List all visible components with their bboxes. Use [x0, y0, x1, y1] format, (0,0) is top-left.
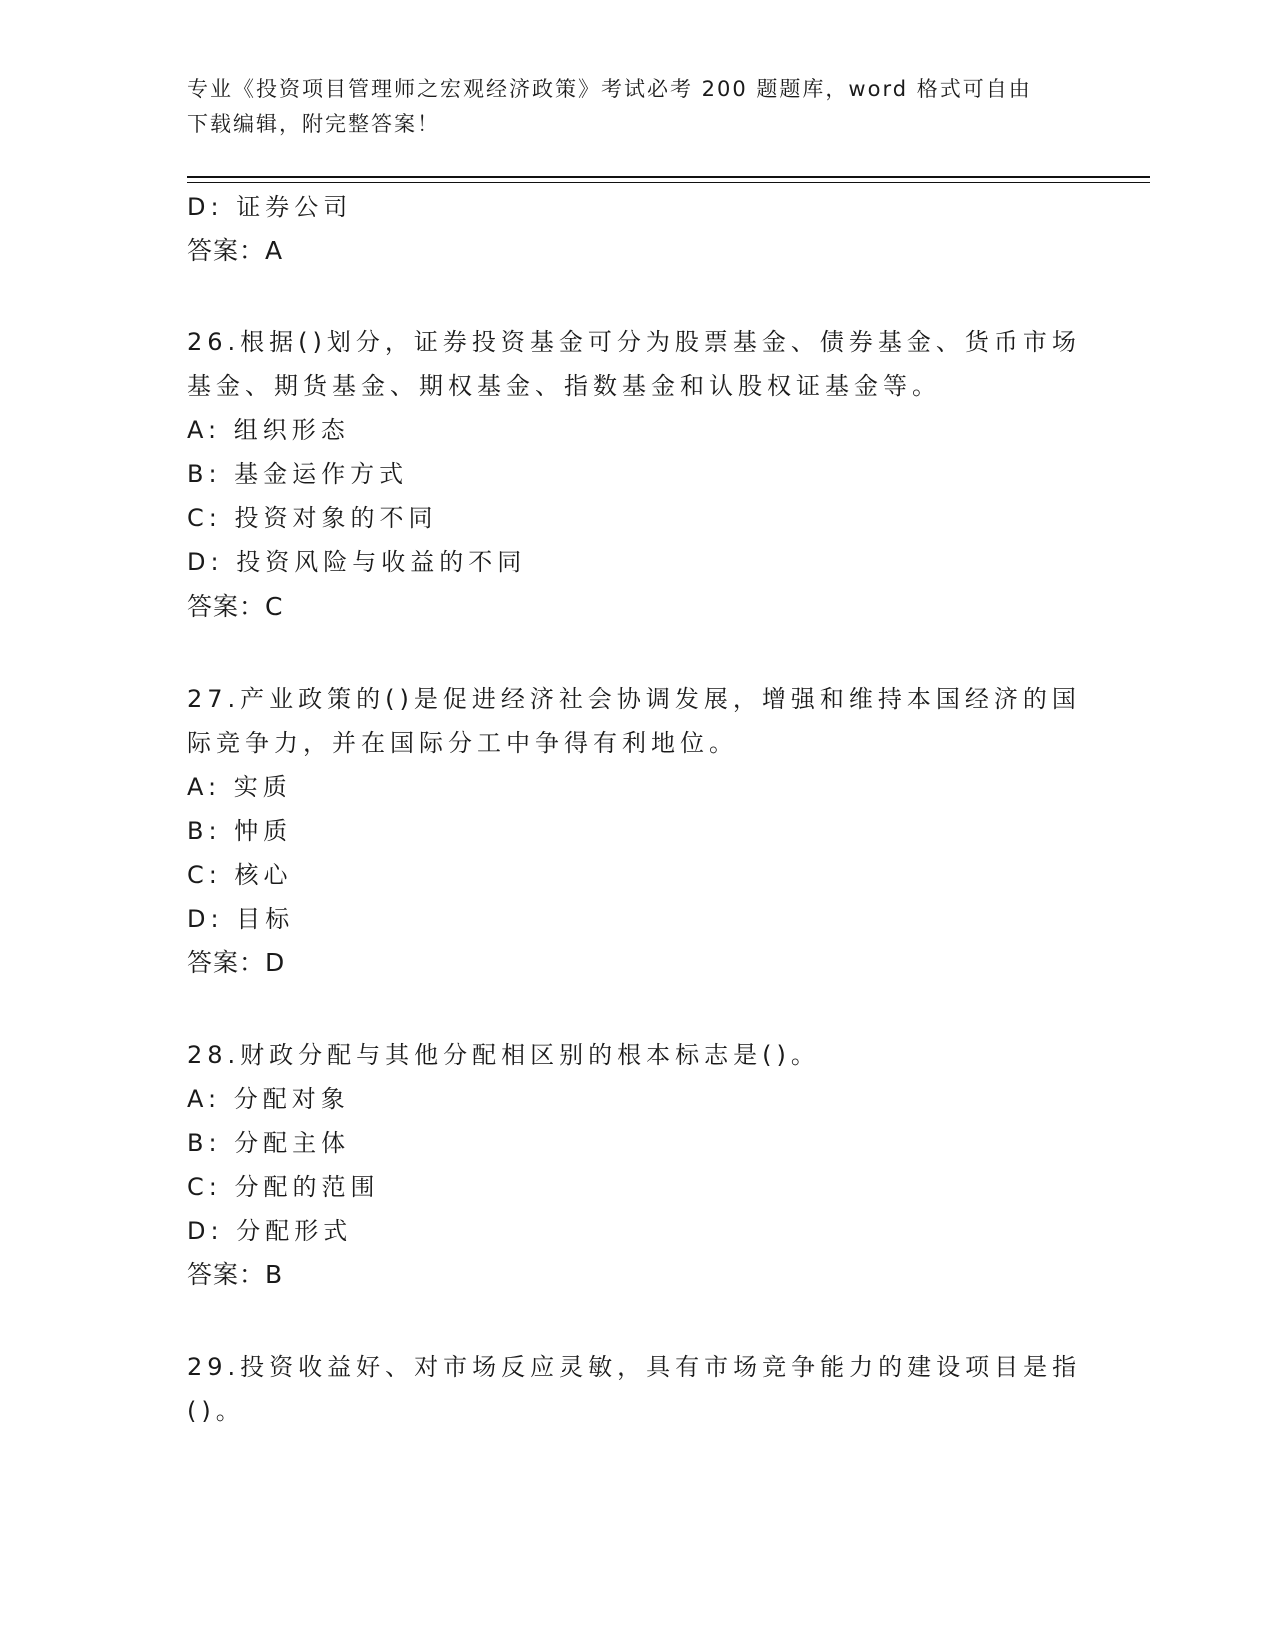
question-28-option-b: B: 分配主体 — [187, 1129, 351, 1157]
answer-value: B — [265, 1260, 284, 1289]
question-28-line-1: 28.财政分配与其他分配相区别的根本标志是()。 — [187, 1041, 820, 1069]
question-26-option-a: A: 组织形态 — [187, 416, 350, 444]
question-29-line-1: 29.投资收益好、对市场反应灵敏，具有市场竞争能力的建设项目是指 — [187, 1353, 1082, 1381]
question-28-option-a: A: 分配对象 — [187, 1085, 350, 1113]
header-rule-thin — [187, 182, 1150, 183]
question-27-line-1: 27.产业政策的()是促进经济社会协调发展，增强和维持本国经济的国 — [187, 685, 1081, 713]
question-26-option-b: B: 基金运作方式 — [187, 460, 409, 488]
header-rule-thick — [187, 176, 1150, 178]
prev-answer — [187, 234, 283, 268]
answer-value: A — [265, 236, 284, 265]
question-26-option-d: D: 投资风险与收益的不同 — [187, 548, 527, 576]
question-26-answer — [187, 590, 283, 624]
question-26-option-c: C: 投资对象的不同 — [187, 504, 438, 532]
question-28-option-d: D: 分配形式 — [187, 1217, 353, 1245]
answer-label: 答案： — [187, 592, 266, 621]
question-27-option-c: C: 核心 — [187, 861, 293, 889]
question-27-answer — [187, 946, 285, 980]
question-27-option-b: B: 忡质 — [187, 817, 293, 845]
answer-label: 答案： — [187, 1260, 266, 1289]
question-26-line-2: 基金、期货基金、期权基金、指数基金和认股权证基金等。 — [187, 372, 941, 400]
question-27-option-d: D: 目标 — [187, 905, 295, 933]
answer-label: 答案： — [187, 236, 266, 265]
question-27-option-a: A: 实质 — [187, 773, 292, 801]
question-29-line-2: ()。 — [187, 1397, 245, 1425]
prev-option-d: D: 证券公司 — [187, 193, 353, 221]
question-27-line-2: 际竞争力，并在国际分工中争得有利地位。 — [187, 729, 738, 757]
header-line-1: 专业《投资项目管理师之宏观经济政策》考试必考 200 题题库，word 格式可自由 — [187, 77, 1032, 101]
answer-label: 答案： — [187, 948, 266, 977]
document-header — [187, 72, 1087, 142]
question-26-line-1: 26.根据()划分，证券投资基金可分为股票基金、债券基金、货币市场 — [187, 328, 1081, 356]
question-28-answer — [187, 1258, 283, 1292]
answer-value: C — [265, 592, 284, 621]
question-28-option-c: C: 分配的范围 — [187, 1173, 380, 1201]
answer-value: D — [265, 948, 286, 977]
header-line-2: 下载编辑，附完整答案！ — [187, 112, 440, 136]
